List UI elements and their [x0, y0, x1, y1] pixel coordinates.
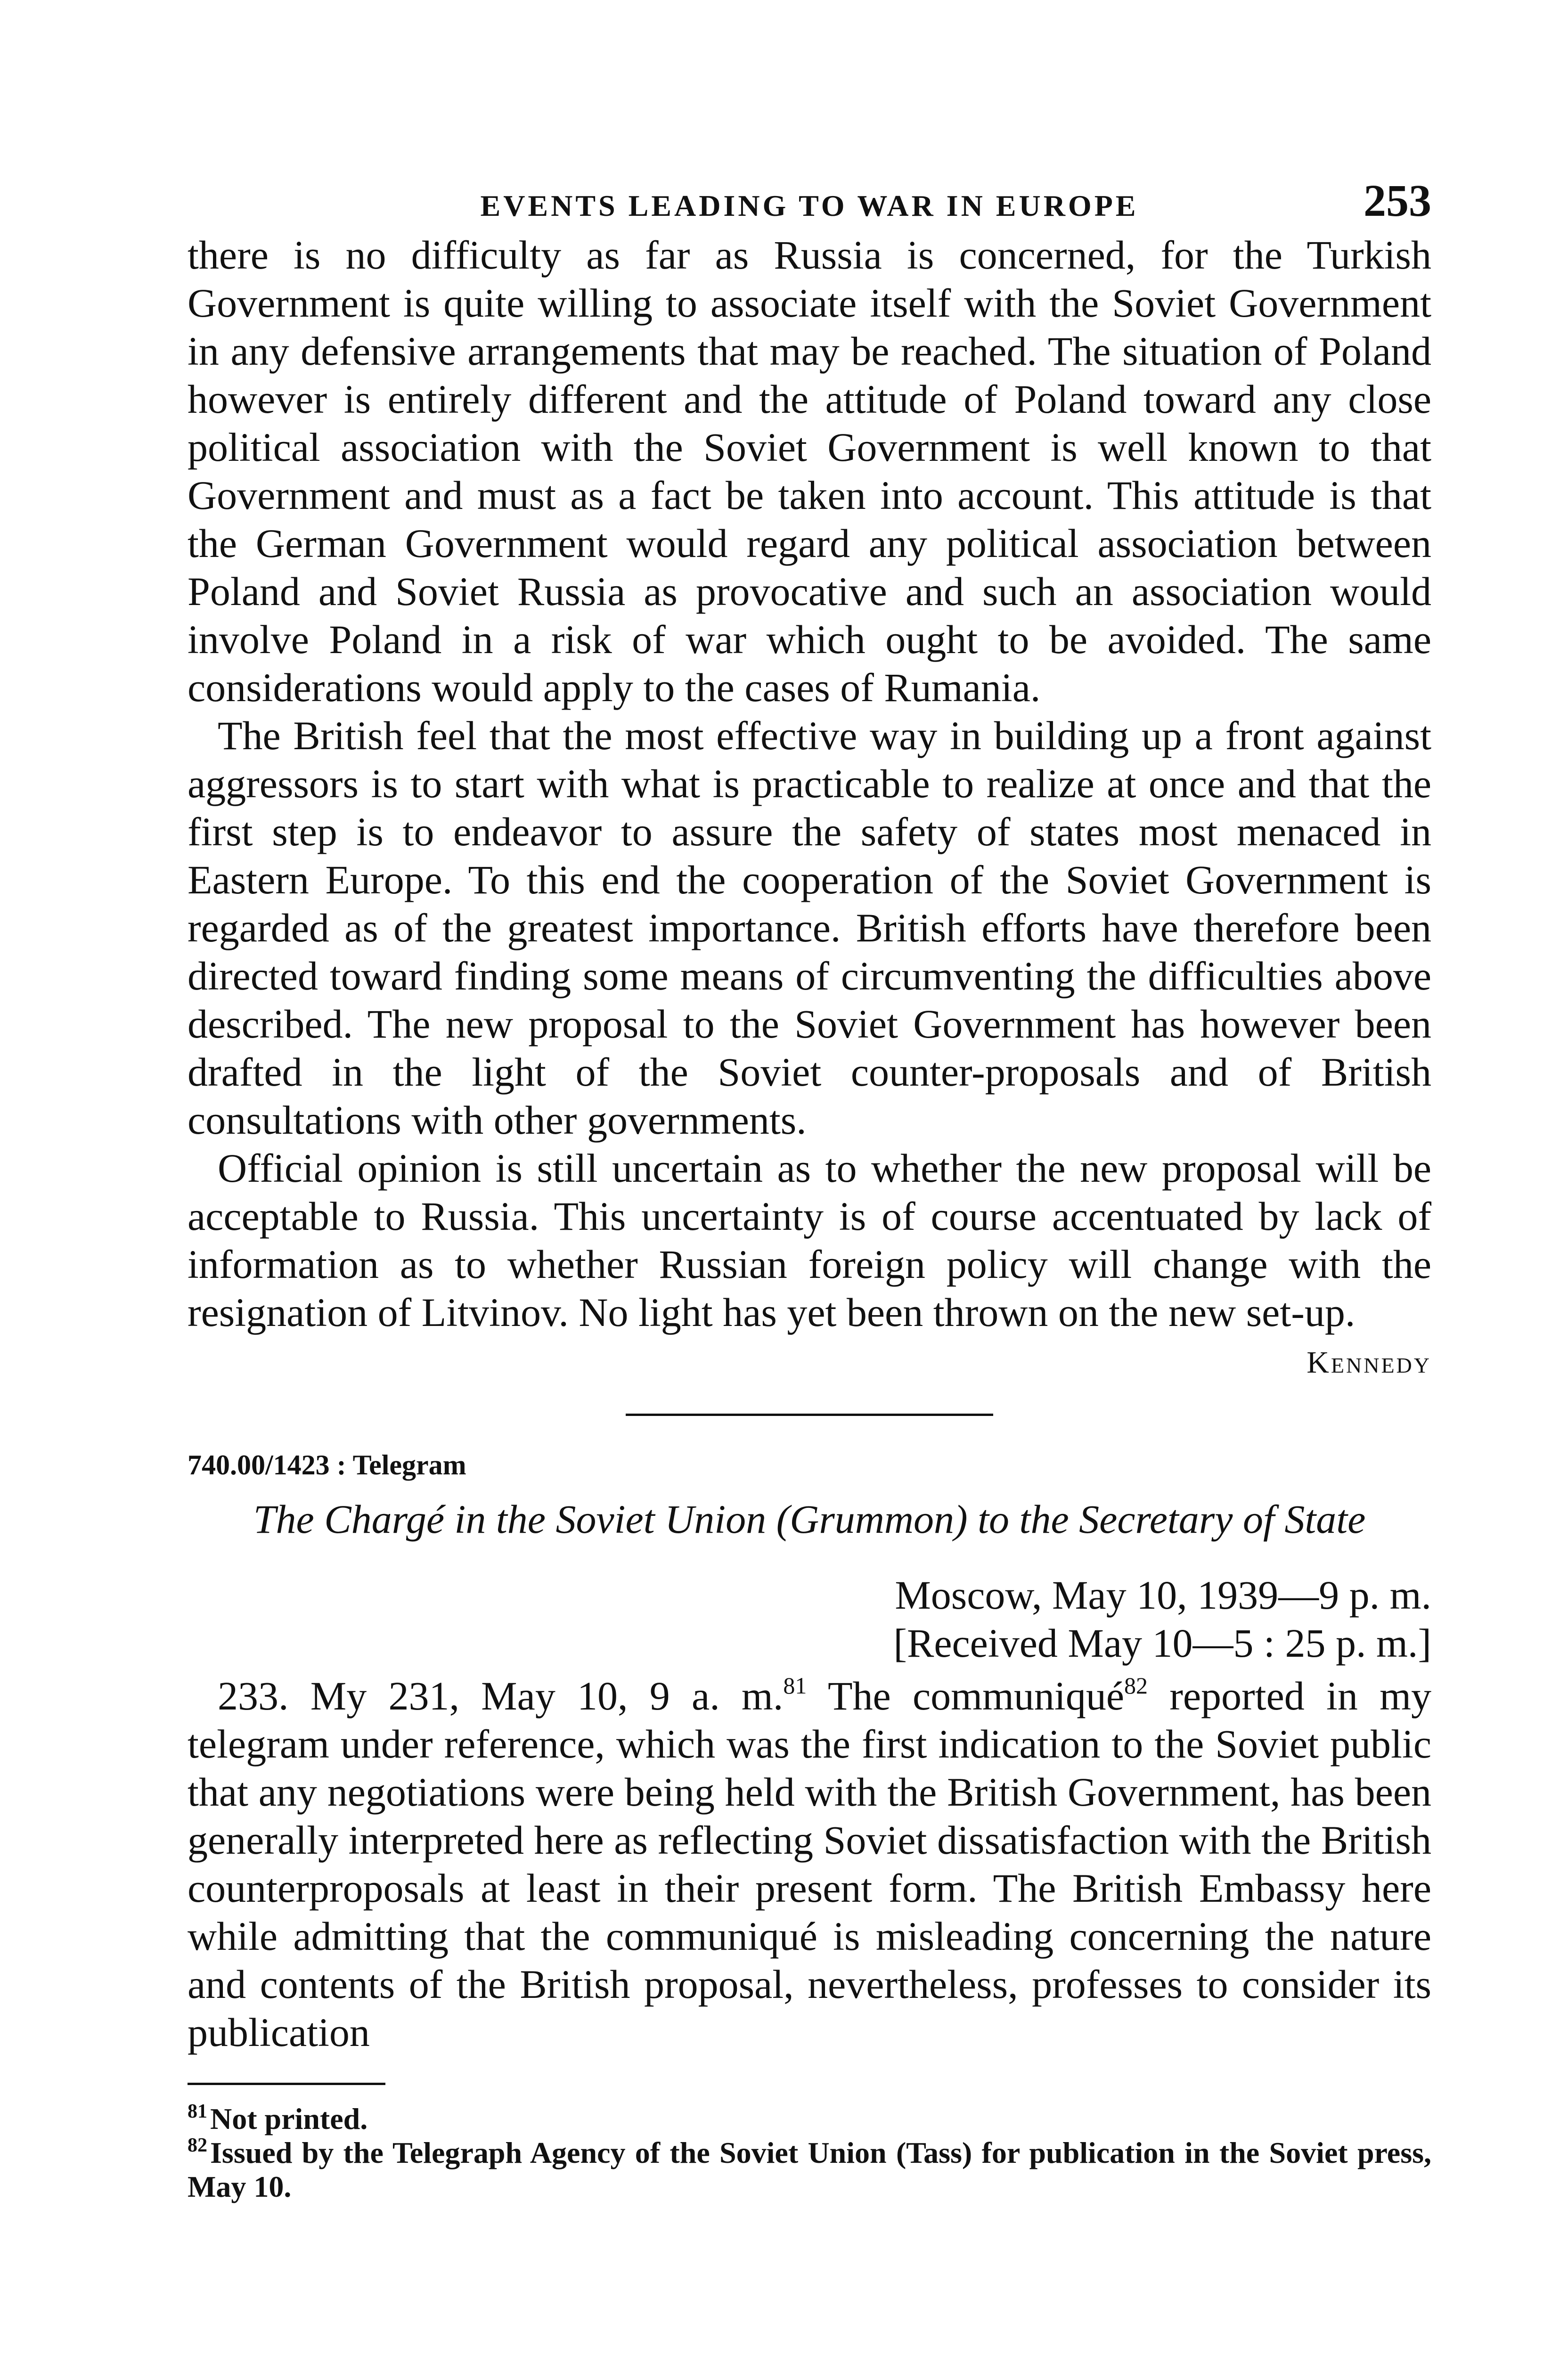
footnote-rule	[188, 2083, 385, 2085]
signature: Kennedy	[1307, 1345, 1431, 1380]
received-line: [Received May 10—5 : 25 p. m.]	[893, 1620, 1431, 1666]
main-text	[188, 231, 1431, 1336]
footnote-ref-81[interactable]: 81	[783, 1672, 807, 1699]
footnote-ref-82[interactable]: 82	[1124, 1672, 1148, 1699]
document-page	[188, 170, 1431, 2204]
page-number: 253	[1364, 175, 1431, 226]
paragraph-2: The British feel that the most effective way in building up a front against aggressors is to start with what is practicable to realize at once and that the first step is to endeavor to assure the safety of states most menaced in Eastern Europe. To this end the cooperation of the Soviet Government is regarded as of the greatest importance. British efforts have therefore been directed toward finding some means of circumventing the difficulties above described. The new proposal to the Soviet Government has however been drafted in the light of the Soviet counter-proposals and of British consultations with other governments.	[188, 713, 1431, 1143]
document-title: The Chargé in the Soviet Union (Grummon) to the Secretary of State	[253, 1497, 1366, 1542]
dateline: Moscow, May 10, 1939—9 p. m.	[895, 1572, 1431, 1618]
footnote-81	[188, 2102, 1431, 2136]
paragraph-3: Official opinion is still uncertain as to whether the new proposal will be acceptable to Russia. This uncertainty is of course accentuated by lack of information as to whether Russian foreign policy will change with the resignation of Litvinov. No light has yet been thrown on the new set-up.	[188, 1145, 1431, 1335]
running-title: EVENTS LEADING TO WAR IN EUROPE	[480, 189, 1139, 222]
footnote-mark: 81	[188, 2101, 207, 2122]
telegram-text-start: 233. My 231, May 10, 9 a. m.	[218, 1673, 784, 1718]
section-divider	[626, 1414, 993, 1416]
telegram-text-end: reported in my telegram under reference, which was the first indication to the Soviet public that any negotiations were being held with the British Government, has been generally interpreted here as reflecting Soviet dissatisfaction with the British counterproposals at least in their present form. The British Embassy here while admitting that the communiqué is misleading concerning the nature and contents of the British proposal, nevertheless, professes to consider its publication	[188, 1673, 1432, 2055]
footnote-text: Issued by the Telegraph Agency of the Soviet Union (Tass) for publication in the Soviet press, May 10.	[188, 2136, 1431, 2203]
paragraph-1: there is no difficulty as far as Russia is concerned, for the Turkish Government is quite willing to associate itself with the Soviet Government in any defensive arrangements that may be reached. The situation of Poland however is entirely different and the attitude of Poland toward any close political association with the Soviet Government is well known to that Government and must as a fact be taken into account. This attitude is that the German Government would regard any political association between Poland and Soviet Russia as provocative and such an association would involve Poland in a risk of war which ought to be avoided. The same considerations would apply to the cases of Rumania.	[188, 232, 1431, 710]
telegram-text-mid: The communiqué	[807, 1673, 1124, 1718]
footnote-82	[188, 2136, 1431, 2204]
file-reference: 740.00/1423 : Telegram	[188, 1449, 466, 1481]
footnote-mark: 82	[188, 2135, 207, 2156]
footnote-text: Not printed.	[210, 2102, 368, 2135]
running-header	[188, 170, 1431, 231]
telegram-paragraph	[188, 1672, 1431, 2056]
dateline-block	[188, 1571, 1431, 1667]
